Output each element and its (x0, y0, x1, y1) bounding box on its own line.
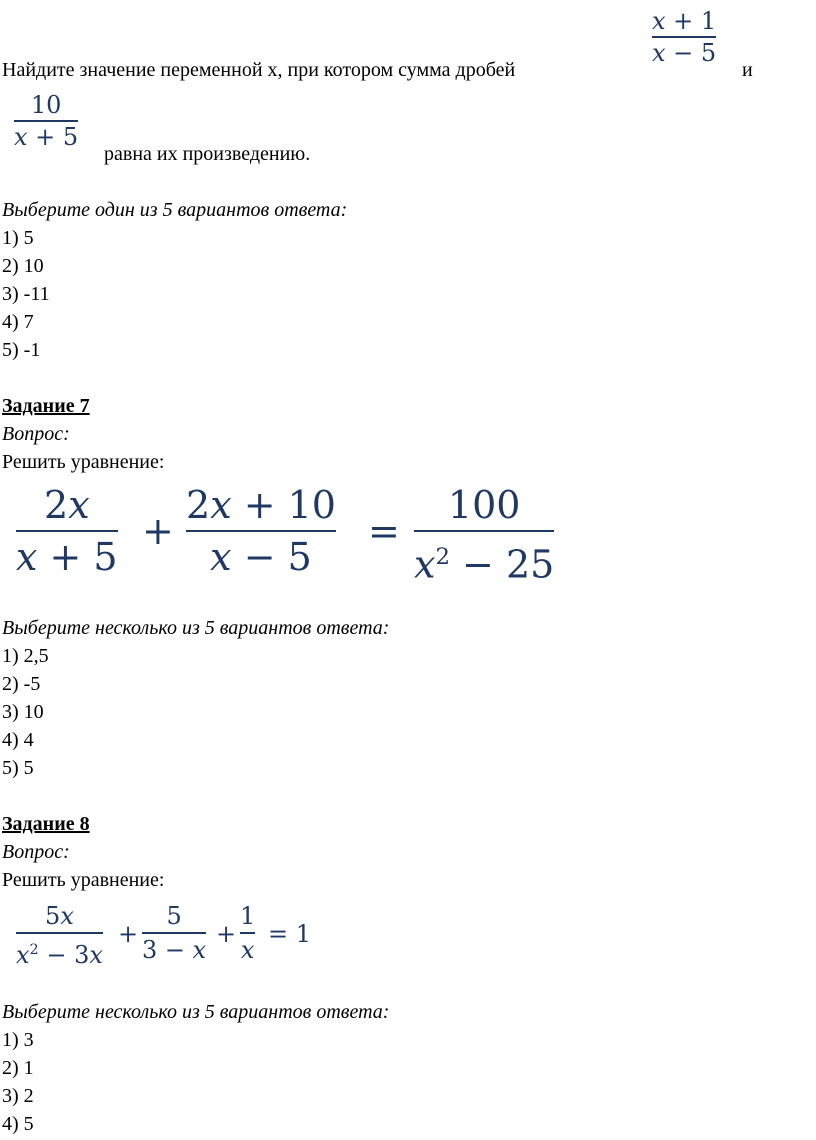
fraction-numerator: 1 (240, 902, 256, 930)
task7-fraction-3 (414, 480, 554, 590)
fraction-denominator: x − 5 (210, 535, 312, 579)
fraction-denominator: x + 5 (16, 535, 118, 579)
task7-prompt: Решить уравнение: (2, 451, 165, 473)
task7-equals-sign: = (368, 509, 400, 553)
task6-question-line1: Найдите значение переменной x, при котором сумма дробей (2, 59, 516, 81)
task6-and-word: и (742, 59, 753, 81)
task8-option-3[interactable]: 3) 2 (2, 1085, 34, 1107)
task7-heading: Задание 7 (2, 395, 90, 417)
fraction-numerator: x + 1 (652, 7, 717, 35)
task7-fraction-1 (16, 480, 118, 582)
fraction-numerator: 5 (166, 902, 182, 930)
task8-fraction-3 (240, 900, 255, 966)
task8-heading: Задание 8 (2, 813, 90, 835)
task6-option-3[interactable]: 3) -11 (2, 283, 50, 305)
fraction-numerator: 10 (30, 91, 62, 119)
task8-right-hand-side: = 1 (268, 920, 312, 948)
fraction-numerator: 2x + 10 (186, 483, 336, 527)
task7-option-2[interactable]: 2) -5 (2, 673, 41, 695)
fraction-denominator: $x^2 - 3x$ (16, 941, 103, 969)
fraction-denominator: 3 − x (142, 936, 207, 964)
fraction-denominator: x − 5 (652, 39, 717, 67)
task8-plus-sign-2: + (216, 920, 237, 948)
task6-option-1[interactable]: 1) 5 (2, 227, 34, 249)
task7-option-1[interactable]: 1) 2,5 (2, 645, 49, 667)
task8-option-4[interactable]: 4) 5 (2, 1113, 34, 1135)
task6-fraction-2 (14, 90, 78, 152)
task7-option-4[interactable]: 4) 4 (2, 729, 34, 751)
task8-fraction-2 (142, 900, 206, 966)
task6-fraction-1 (652, 6, 716, 68)
task8-prompt: Решить уравнение: (2, 869, 165, 891)
task8-option-2[interactable]: 2) 1 (2, 1057, 34, 1079)
fraction-denominator: x + 5 (14, 123, 79, 151)
task8-instruction: Выберите несколько из 5 вариантов ответа: (2, 1001, 390, 1023)
fraction-numerator: 2x (44, 483, 90, 527)
task7-instruction: Выберите несколько из 5 вариантов ответа: (2, 617, 390, 639)
task6-question-line2: равна их произведению. (104, 143, 311, 165)
task7-fraction-2 (186, 480, 336, 582)
fraction-numerator: 5x (45, 902, 74, 930)
task8-fraction-1 (16, 900, 103, 971)
fraction-denominator: $x^2 - 25$ (414, 542, 555, 587)
task7-plus-sign: + (142, 509, 174, 553)
task7-option-3[interactable]: 3) 10 (2, 701, 44, 723)
task7-question-label: Вопрос: (2, 423, 70, 445)
task8-question-label: Вопрос: (2, 841, 70, 863)
task6-instruction: Выберите один из 5 вариантов ответа: (2, 199, 348, 221)
task6-option-2[interactable]: 2) 10 (2, 255, 44, 277)
task8-option-1[interactable]: 1) 3 (2, 1029, 34, 1051)
task6-option-4[interactable]: 4) 7 (2, 311, 34, 333)
task6-option-5[interactable]: 5) -1 (2, 339, 41, 361)
task7-option-5[interactable]: 5) 5 (2, 757, 34, 779)
task8-plus-sign-1: + (118, 920, 139, 948)
fraction-numerator: 100 (447, 483, 521, 527)
fraction-denominator: x (240, 936, 255, 964)
